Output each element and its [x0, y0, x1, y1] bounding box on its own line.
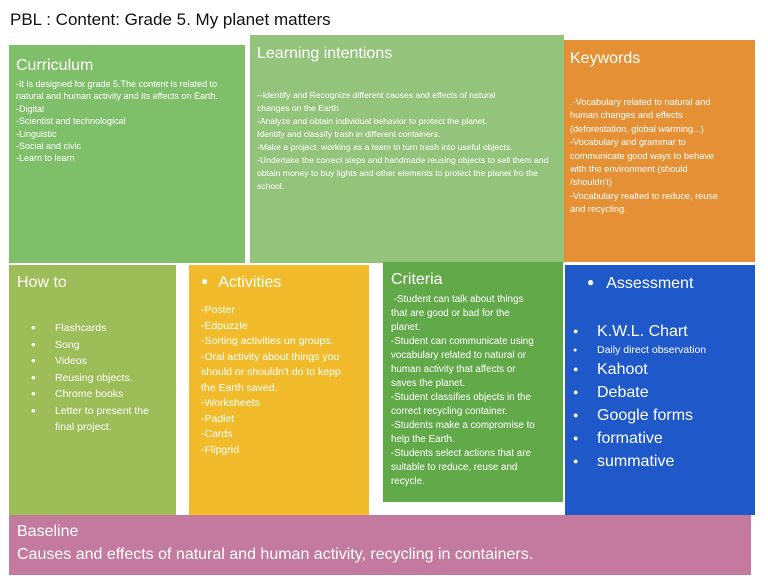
curriculum-panel: [9, 45, 245, 263]
curriculum-heading: Curriculum: [16, 57, 94, 74]
curriculum-line: -Linguistic: [16, 128, 57, 139]
learning-intention-line: obtain money to buy lights and other elements to protect the planet fro the: [257, 168, 538, 178]
page-title: PBL : Content: Grade 5. My planet matters: [10, 10, 331, 29]
criteria-line: human activity that affects or: [391, 364, 516, 375]
curriculum-line: natural and human activity and its effects on Earth.: [16, 91, 218, 102]
activities-line: -Poster: [201, 304, 235, 316]
keywords-line: (deforestation, global warming...): [570, 123, 704, 134]
criteria-line: -Students make a compromise to: [391, 420, 535, 431]
criteria-panel: [383, 262, 563, 502]
baseline-text: Causes and effects of natural and human activity, recycling in containers.: [17, 546, 534, 563]
keywords-panel: [564, 40, 755, 262]
activities-line: -Sorting activities un groups.: [201, 335, 334, 347]
assessment-item: ● K.W.L. Chart: [597, 320, 706, 343]
how-to-item: ● Reusing objects.: [55, 370, 149, 387]
baseline-panel: [9, 515, 751, 575]
activities-line: -Flipgrid: [201, 443, 239, 456]
how-to-item: ● Chrome books: [55, 386, 149, 403]
curriculum-line: -It is designed for grade 5.The content is related to: [16, 79, 218, 89]
activities-line: -Edpuzzle: [201, 319, 248, 332]
activities-panel: [189, 265, 369, 515]
assessment-item: ● Kahoot: [597, 358, 706, 381]
assessment-item: ● Debate: [597, 381, 706, 404]
criteria-line: help the Earth.: [391, 434, 455, 445]
keywords-line: -Vocabulary realted to reduce, reuse: [570, 190, 719, 201]
criteria-line: planet.: [391, 322, 421, 333]
criteria-line: -Student can communicate using: [391, 336, 534, 347]
keywords-line: -Vocabulary and grammar to: [570, 137, 686, 148]
criteria-line: suitable to reduce, reuse and: [391, 462, 518, 473]
how-to-item: ● Letter to present the: [55, 403, 149, 420]
activities-line: -Worksheets: [201, 397, 260, 409]
activities-line: the Earth saved.: [201, 381, 278, 394]
baseline-heading: Baseline: [17, 523, 79, 540]
keywords-line: communicate good ways to behave: [570, 150, 715, 161]
criteria-line: that are good or bad for the: [391, 308, 510, 319]
activities-line: should or shouldn't do to kepp: [201, 366, 341, 378]
activities-line: -Oral activity about things you: [201, 350, 340, 363]
criteria-line: -Student can talk about things: [391, 294, 524, 305]
keywords-line: /shouldn't): [570, 177, 613, 188]
learning-intention-line: changes on the Earth: [257, 103, 339, 113]
learning-intention-line: -Analyze and obtain individual behavior to protect the planet.: [257, 116, 488, 126]
criteria-line: -Student classifies objects in the: [391, 392, 531, 403]
curriculum-line: -Learn to learn: [16, 153, 75, 164]
how-to-panel: [9, 265, 176, 515]
curriculum-line: -Scientist and technological: [16, 116, 126, 127]
learning-intention-line: --Identify and Recognize different causes and effects of natural: [257, 90, 496, 100]
assessment-item: ● Google forms: [597, 404, 706, 427]
criteria-line: correct recycling container.: [391, 406, 508, 417]
assessment-item: ● Daily direct observation: [597, 343, 706, 358]
learning-intention-line: -Undertake the correct steps and handmade reusing objects to sell them and: [257, 155, 549, 165]
activities-heading: ● Activities: [201, 274, 281, 292]
criteria-line: vocabulary related to natural or: [391, 350, 527, 361]
keywords-line: and recycling.: [570, 204, 627, 215]
how-to-item: ● Song: [55, 337, 149, 354]
criteria-line: saves the planet.: [391, 378, 466, 389]
activities-line: -Cards: [201, 428, 233, 440]
criteria-heading: Criteria: [391, 271, 443, 288]
keywords-line: with the environment (should: [570, 164, 688, 175]
keywords-heading: Keywords: [570, 50, 641, 67]
how-to-item-continuation: final project.: [55, 421, 112, 433]
assessment-panel: [565, 265, 755, 515]
assessment-item: ● formative: [597, 427, 706, 450]
how-to-heading: How to: [17, 274, 67, 291]
learning-intention-line: -Make a project, working as a team to turn trash into useful objects.: [257, 142, 513, 152]
assessment-heading: ● Assessment: [587, 275, 693, 293]
curriculum-line: -Digital: [16, 103, 45, 114]
activities-line: -Padlet: [201, 412, 235, 425]
learning-intentions-panel: [250, 35, 564, 263]
how-to-item: ● Videos: [55, 353, 149, 370]
assessment-item: ● summative: [597, 450, 706, 473]
learning-intention-line: school.: [257, 181, 285, 191]
keywords-line: .-Vocabulary related to natural and: [570, 97, 711, 107]
learning-intention-line: Identify and classify trash in different containers.: [257, 129, 441, 139]
keywords-line: human changes and effects: [570, 110, 683, 121]
criteria-line: recycle.: [391, 476, 425, 487]
criteria-line: -Students select actions that are: [391, 448, 531, 459]
curriculum-line: -Social and civic: [16, 141, 82, 152]
how-to-item: ● Flashcards: [55, 320, 149, 337]
learning-intentions-heading: Learning intentions: [257, 45, 393, 62]
